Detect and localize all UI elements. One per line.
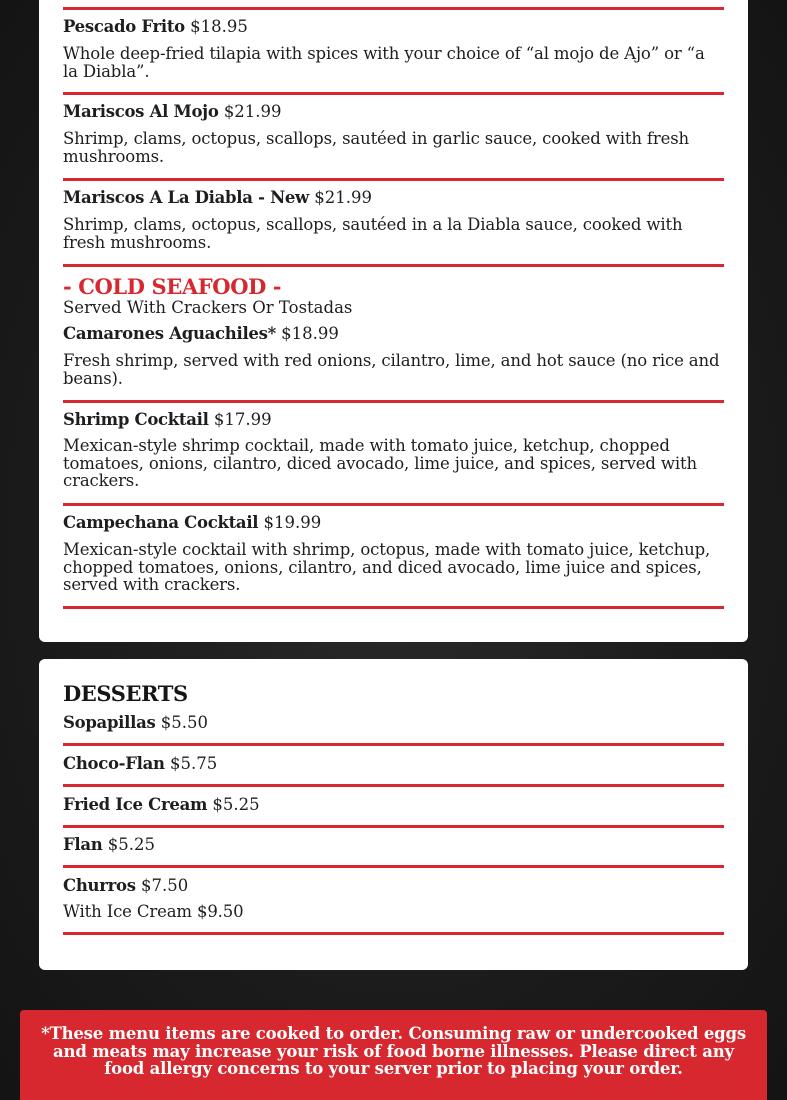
allergy-disclaimer: *These menu items are cooked to order. Consuming raw or undercooked eggs and meats may increase your risk of food borne illnesses. Please direct any food allergy concerns to your server prior to placing your order. — [20, 1010, 767, 1100]
item-price: $17.99 — [213, 410, 272, 429]
menu-item — [63, 713, 724, 733]
divider — [63, 606, 724, 609]
item-description: With Ice Cream $9.50 — [63, 902, 244, 921]
item-name: Mariscos A La Diabla - New — [63, 188, 309, 207]
section-subtitle: Served With Crackers Or Tostadas — [63, 298, 353, 317]
item-name: Shrimp Cocktail — [63, 410, 209, 429]
item-description: Mexican-style shrimp cocktail, made with tomato juice, ketchup, chopped tomatoes, onions, cilantro, diced avocado, lime juice, and spices, served with crackers. — [63, 436, 697, 490]
item-description: Whole deep-fried tilapia with spices with your choice of “al mojo de Ajo” or “a la Diabla”. — [63, 44, 705, 81]
desserts-card — [39, 659, 748, 970]
divider — [63, 932, 724, 935]
item-name: Campechana Cocktail — [63, 513, 259, 532]
item-name: Churros — [63, 876, 136, 895]
divider — [63, 503, 724, 506]
menu-item — [63, 324, 724, 387]
item-price: $5.25 — [212, 795, 260, 814]
item-price: $19.99 — [263, 513, 322, 532]
item-name: Fried Ice Cream — [63, 795, 208, 814]
item-description: Fresh shrimp, served with red onions, cilantro, lime, and hot sauce (no rice and beans). — [63, 351, 720, 388]
item-price: $18.95 — [190, 17, 248, 36]
item-price: $7.50 — [140, 876, 189, 895]
menu-item — [63, 410, 724, 490]
item-price: $21.99 — [314, 188, 372, 207]
divider — [63, 865, 724, 868]
item-description: Shrimp, clams, octopus, scallops, sautéed in garlic sauce, cooked with fresh mushrooms. — [63, 129, 690, 166]
section-title: - COLD SEAFOOD - — [63, 274, 282, 299]
menu-item — [63, 795, 724, 815]
menu-item — [63, 835, 724, 855]
item-name: Mariscos Al Mojo — [63, 102, 219, 121]
divider — [63, 784, 724, 787]
section-title: DESSERTS — [63, 681, 188, 706]
item-description: Shrimp, clams, octopus, scallops, sautéed in a la Diabla sauce, cooked with fresh mushrooms. — [63, 215, 683, 252]
menu-item — [63, 513, 724, 594]
divider — [63, 825, 724, 828]
menu-item — [63, 188, 724, 251]
item-name: Choco-Flan — [63, 754, 165, 773]
item-price: $5.75 — [169, 754, 218, 773]
item-description: Mexican-style cocktail with shrimp, octopus, made with tomato juice, ketchup, chopped tomatoes, onions, cilantro, and diced avocado, lime juice and spices, served with crackers. — [63, 540, 711, 594]
divider — [63, 92, 724, 95]
divider — [63, 7, 724, 10]
divider — [63, 264, 724, 267]
menu-item — [63, 876, 724, 921]
item-price: $5.25 — [107, 835, 155, 854]
item-price: $21.99 — [223, 102, 282, 121]
section-header-cold-seafood — [63, 276, 724, 318]
item-name: Camarones Aguachiles* — [63, 324, 276, 343]
divider — [63, 400, 724, 403]
divider — [63, 178, 724, 181]
menu-item — [63, 754, 724, 774]
item-name: Flan — [63, 835, 103, 854]
menu-item — [63, 17, 724, 80]
divider — [63, 743, 724, 746]
item-price: $5.50 — [160, 713, 208, 732]
item-name: Sopapillas — [63, 713, 156, 732]
menu-item — [63, 102, 724, 165]
item-name: Pescado Frito — [63, 17, 185, 36]
item-price: $18.99 — [281, 324, 339, 343]
seafood-card — [39, 0, 748, 642]
